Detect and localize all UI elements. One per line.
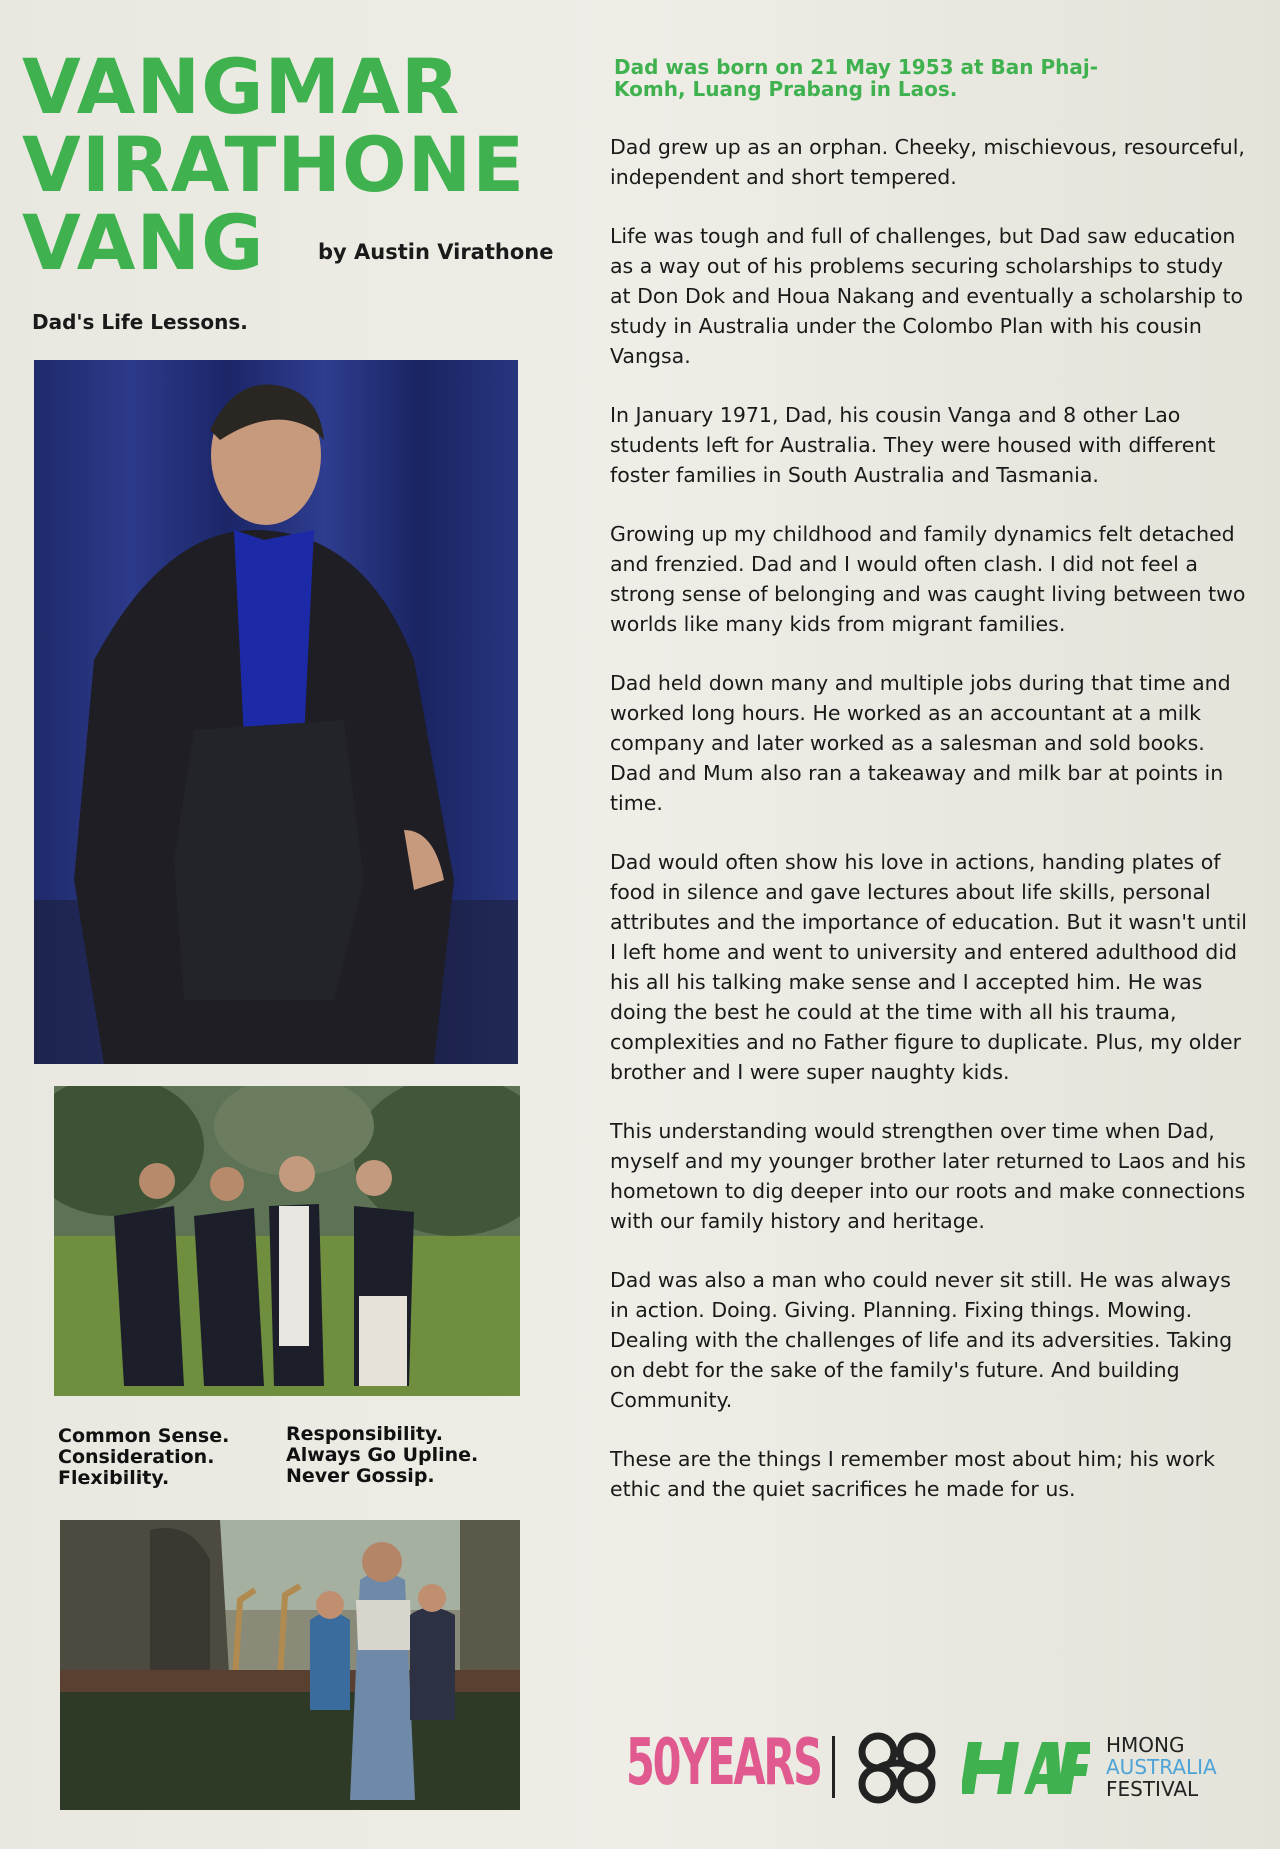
lesson-item: Consideration. [58, 1446, 215, 1468]
story-paragraph: Dad was also a man who could never sit still. He was always in action. Doing. Giving. Planning. Fixing things. Mowing. Dealing with the challenges of life and its adversities. Taking on debt for the sake of the family's future. And building Community. [610, 1268, 1233, 1412]
byline: by Austin Virathone [318, 240, 554, 264]
lessons-right [286, 1424, 478, 1487]
lesson-item: Common Sense. [58, 1425, 230, 1447]
story-paragraph: Dad would often show his love in actions, handing plates of food in silence and gave lectures about life skills, personal attributes and the importance of education. But it wasn't until I left home and went to university and entered adulthood did his all his talking make sense and I accepted him. He was doing the best he could at the time with all his trauma, complexities and no Father figure to duplicate. Plus, my older brother and I were super naughty kids. [610, 850, 1247, 1084]
story-body [610, 132, 1250, 1533]
story-paragraph: In January 1971, Dad, his cousin Vanga and 8 other Lao students left for Australia. They were housed with different foster families in South Australia and Tasmania. [610, 403, 1216, 487]
title-line-2: VIRATHONE [22, 120, 526, 209]
title-line-3: VANG [22, 198, 265, 287]
festival-name-line-2: AUSTRALIA [1106, 1755, 1217, 1779]
story-paragraph: Growing up my childhood and family dynamics felt detached and frenzied. Dad and I would often clash. I did not feel a strong sense of belonging and was caught living between two worlds like many kids from migrant families. [610, 522, 1246, 636]
lesson-item: Never Gossip. [286, 1465, 435, 1487]
festival-name-line-1: HMONG [1106, 1733, 1185, 1757]
fifty-years-logo: 50YEARS [626, 1726, 821, 1800]
story-paragraph: These are the things I remember most about him; his work ethic and the quiet sacrifices he made for us. [610, 1447, 1215, 1501]
subtitle: Dad's Life Lessons. [32, 310, 248, 334]
title-line-1: VANGMAR [22, 42, 461, 131]
lesson-item: Flexibility. [58, 1467, 170, 1489]
story-paragraph: Dad held down many and multiple jobs during that time and worked long hours. He worked as an accountant at a milk company and later worked as a salesman and sold books. Dad and Mum also ran a takeaway and milk bar at points in time. [610, 671, 1231, 815]
birth-intro: Dad was born on 21 May 1953 at Ban Phaj-Komh, Luang Prabang in Laos. [614, 55, 1098, 101]
lessons-left [58, 1426, 229, 1489]
story-paragraph: Dad grew up as an orphan. Cheeky, mischievous, resourceful, independent and short tempered. [610, 135, 1245, 189]
lesson-item: Responsibility. [286, 1423, 443, 1445]
footer-logos [626, 1722, 1256, 1812]
logo-divider [832, 1736, 835, 1798]
lesson-item: Always Go Upline. [286, 1444, 479, 1466]
story-paragraph: This understanding would strengthen over time when Dad, myself and my younger brother later returned to Laos and his hometown to dig deeper into our roots and make connections with our family history and heritage. [610, 1119, 1246, 1233]
portrait-photo [34, 360, 518, 1064]
zoo-photo [60, 1520, 520, 1810]
festival-name [1106, 1734, 1217, 1800]
group-photo [54, 1086, 520, 1396]
hmong-knot-icon [852, 1728, 942, 1808]
story-paragraph: Life was tough and full of challenges, but Dad saw education as a way out of his problems securing scholarships to study at Don Dok and Houa Nakang and eventually a scholarship to study in Australia under the Colombo Plan with his cousin Vangsa. [610, 224, 1244, 368]
haf-logo [962, 1732, 1090, 1802]
festival-name-line-3: FESTIVAL [1106, 1777, 1199, 1801]
